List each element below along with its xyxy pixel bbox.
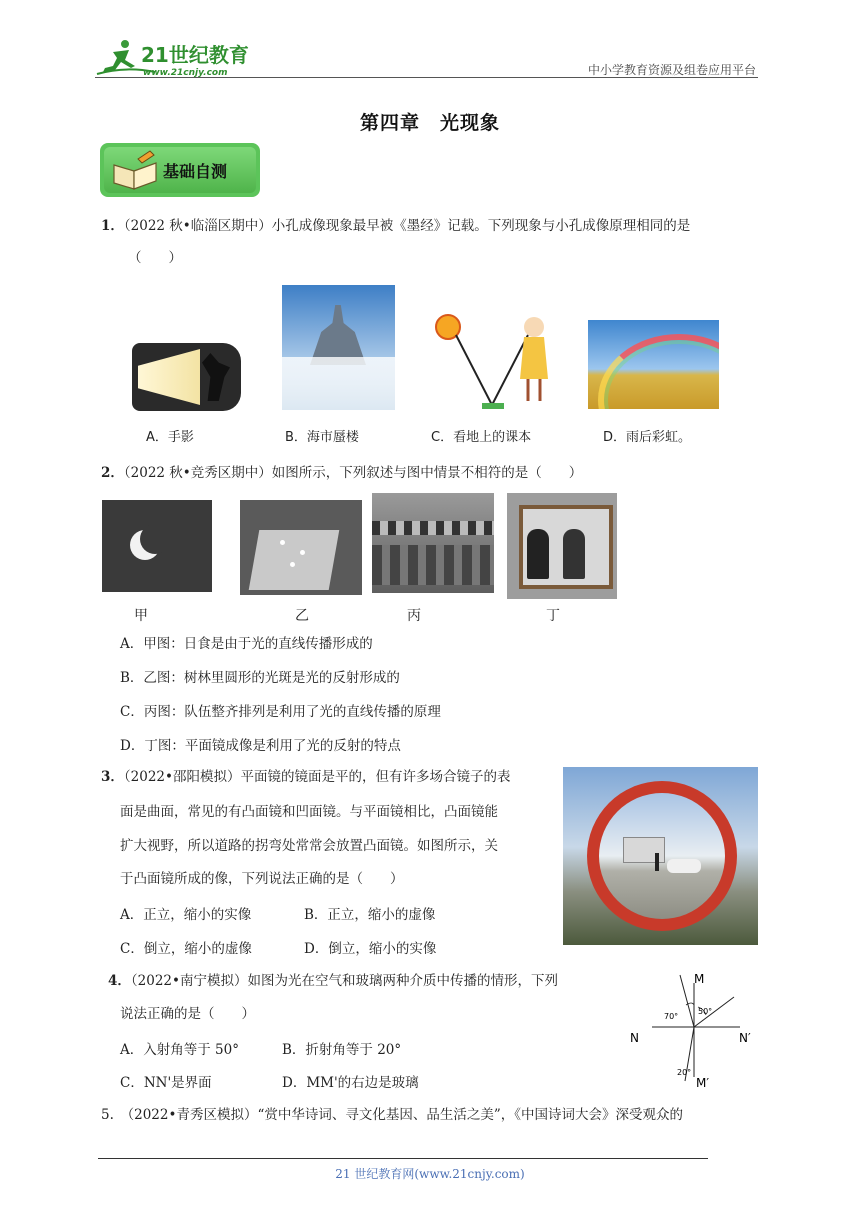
caption-b: B．海市蜃楼 (285, 430, 359, 445)
question-line-3: 扩大视野，所以道路的拐弯处常常会放置凸面镜。如图所示，关 (120, 838, 498, 854)
q2-option-c: C．丙图：队伍整齐排列是利用了光的直线传播的原理 (120, 704, 441, 720)
q3-option-d: D．倒立，缩小的实像 (304, 941, 437, 957)
footer-divider (98, 1158, 708, 1159)
label-yi: 乙 (295, 608, 309, 624)
question-text: （2022 秋•临淄区期中）小孔成像现象最早被《墨经》记载。下列现象与小孔成像原理相同的是 (123, 218, 691, 234)
question-3 (101, 767, 510, 787)
question-line-1: （2022•南宁模拟）如图为光在空气和玻璃两种介质中传播的情形，下列 (130, 973, 558, 989)
svg-text:N: N (630, 1031, 639, 1045)
q2-option-d: D．丁图：平面镜成像是利用了光的反射的特点 (120, 738, 401, 754)
site-logo (95, 38, 260, 80)
label-ding: 丁 (546, 608, 560, 624)
q3-option-b: B．正立，缩小的虚像 (304, 907, 436, 923)
q4-option-d: D．MM'的右边是玻璃 (282, 1075, 419, 1091)
mirage-castle-image (282, 285, 395, 410)
caption-a: A．手影 (146, 430, 194, 445)
label-bing: 丙 (407, 608, 421, 624)
textbook-reflection-image (430, 305, 560, 413)
q2-option-b: B．乙图：树林里圆形的光斑是光的反射形成的 (120, 670, 400, 686)
badge-label: 基础自测 (163, 162, 228, 181)
question-number: 3． (101, 769, 124, 785)
section-badge (100, 143, 260, 197)
svg-text:50°: 50° (698, 1007, 713, 1016)
question-text: （2022 秋•竞秀区期中）如图所示，下列叙述与图中情景不相符的是（ ） (123, 465, 583, 481)
caption-c: C．看地上的课本 (431, 430, 532, 445)
label-jia: 甲 (134, 608, 148, 624)
light-spot-image (240, 500, 362, 595)
runner-logo-icon (95, 38, 260, 80)
rainbow-image (588, 320, 719, 409)
book-pencil-icon (110, 149, 162, 191)
question-number: 2． (101, 465, 124, 481)
q4-option-a: A．入射角等于 50° (120, 1042, 239, 1058)
svg-text:www.21cnjy.com: www.21cnjy.com (143, 68, 228, 78)
footer-text: 21 世纪教育网(www.21cnjy.com) (335, 1167, 525, 1181)
question-line-4: 于凸面镜所成的像，下列说法正确的是（ ） (120, 871, 404, 887)
svg-text:20°: 20° (677, 1068, 692, 1077)
platform-name: 中小学教育资源及组卷应用平台 (587, 63, 756, 77)
eclipse-image (102, 500, 212, 592)
question-line-2: 说法正确的是（ ） (120, 1006, 255, 1022)
q3-option-c: C．倒立，缩小的虚像 (120, 941, 252, 957)
question-number: 4． (108, 973, 131, 989)
question-line-1: （2022•邵阳模拟）平面镜的镜面是平的，但有许多场合镜子的表 (123, 769, 511, 785)
svg-text:N′: N′ (739, 1031, 751, 1045)
answer-paren: （ ） (128, 250, 182, 266)
question-4 (108, 971, 558, 991)
question-5: 5. （2022•青秀区模拟）“赏中华诗词、寻文化基因、品生活之美”，《中国诗词大会》深受观众的 (101, 1107, 684, 1123)
svg-text:21世纪教育: 21世纪教育 (141, 43, 249, 67)
question-1 (101, 216, 766, 236)
q4-option-b: B．折射角等于 20° (282, 1042, 402, 1058)
svg-text:70°: 70° (664, 1012, 679, 1021)
question-line-2: 面是曲面，常见的有凸面镜和凹面镜。与平面镜相比，凸面镜能 (120, 804, 498, 820)
q2-option-a: A．甲图：日食是由于光的直线传播形成的 (120, 636, 373, 652)
question-2 (101, 463, 766, 483)
header-divider (95, 77, 758, 78)
convex-mirror-image (563, 767, 758, 945)
mirror-image (507, 493, 617, 599)
q4-option-c: C．NN'是界面 (120, 1075, 212, 1091)
chapter-title: 第四章 光现象 (359, 112, 500, 134)
hand-shadow-image (132, 343, 241, 411)
svg-text:M: M (694, 972, 705, 986)
troops-image (372, 493, 494, 593)
refraction-diagram (622, 965, 762, 1090)
q3-option-a: A．正立，缩小的实像 (120, 907, 252, 923)
caption-d: D．雨后彩虹。 (603, 430, 692, 445)
question-number: 1． (101, 218, 124, 234)
svg-text:M′: M′ (696, 1076, 710, 1090)
